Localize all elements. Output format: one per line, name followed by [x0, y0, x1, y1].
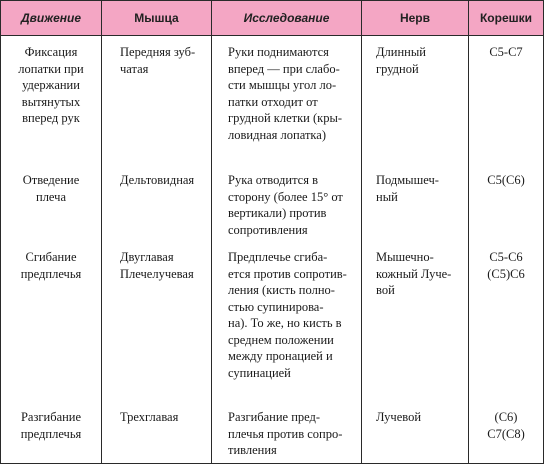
cell-text: Разгибание предплечья: [20, 410, 82, 441]
cell-exam: [212, 166, 362, 243]
table-row: [1, 403, 544, 464]
cell-text: C5-C6 (C5)C6: [487, 250, 525, 281]
cell-text: Трехглавая: [120, 410, 179, 424]
cell-text: Фиксация лопатки при удержании вытянутых вперед рук: [18, 45, 84, 125]
cell-exam: [212, 243, 362, 403]
cell-text: Передняя зуб- чатая: [120, 45, 196, 76]
cell-movement: [1, 166, 102, 243]
cell-text: Длинный грудной: [376, 45, 426, 76]
cell-exam: [212, 403, 362, 464]
cell-text: Сгибание предплечья: [20, 250, 82, 281]
cell-text: C5-C7: [489, 45, 523, 59]
cell-movement: [1, 36, 102, 167]
cell-exam: [212, 36, 362, 167]
cell-text: Предплечье сгиба- ется против сопротив- ления (кисть полно- стью супинирова- на). То же, но кисть в среднем положении между пронацией и супинацией: [228, 250, 347, 380]
cell-muscle: [102, 166, 212, 243]
cell-muscle: [102, 403, 212, 464]
cell-text: Лучевой: [376, 410, 422, 424]
cell-text: (C6) C7(C8): [487, 410, 525, 441]
cell-text: Отведение плеча: [22, 173, 80, 204]
cell-text: Разгибание пред- плечья против сопро- тивления: [228, 410, 343, 457]
cell-text: Двуглавая Плечелучевая: [120, 250, 194, 281]
cell-text: Подмышеч- ный: [376, 173, 439, 204]
header-nerve: Нерв: [362, 1, 469, 36]
header-muscle: Мышца: [102, 1, 212, 36]
cell-nerve: [362, 166, 469, 243]
table-row: [1, 243, 544, 403]
cell-text: Руки поднимаются вперед — при слабо- сти мышцы угол ло- патки отходит от грудной клетки (кры- ловидная лопатка): [228, 45, 343, 142]
cell-roots: [469, 36, 544, 167]
cell-text: Дельтовидная: [120, 173, 195, 187]
cell-roots: [469, 243, 544, 403]
cell-nerve: [362, 243, 469, 403]
header-roots: Корешки: [469, 1, 544, 36]
cell-text: Мышечно- кожный Луче- вой: [376, 250, 452, 297]
cell-movement: [1, 403, 102, 464]
cell-roots: [469, 166, 544, 243]
header-movement: Движение: [1, 1, 102, 36]
cell-nerve: [362, 403, 469, 464]
cell-text: C5(C6): [487, 173, 525, 187]
header-exam: Исследование: [212, 1, 362, 36]
cell-muscle: [102, 243, 212, 403]
cell-movement: [1, 243, 102, 403]
cell-text: Рука отводится в сторону (более 15° от вертикали) против сопротивления: [228, 173, 343, 237]
cell-roots: [469, 403, 544, 464]
table-row: [1, 36, 544, 167]
table-row: [1, 166, 544, 243]
cell-nerve: [362, 36, 469, 167]
cell-muscle: [102, 36, 212, 167]
table-header-row: [1, 1, 544, 36]
